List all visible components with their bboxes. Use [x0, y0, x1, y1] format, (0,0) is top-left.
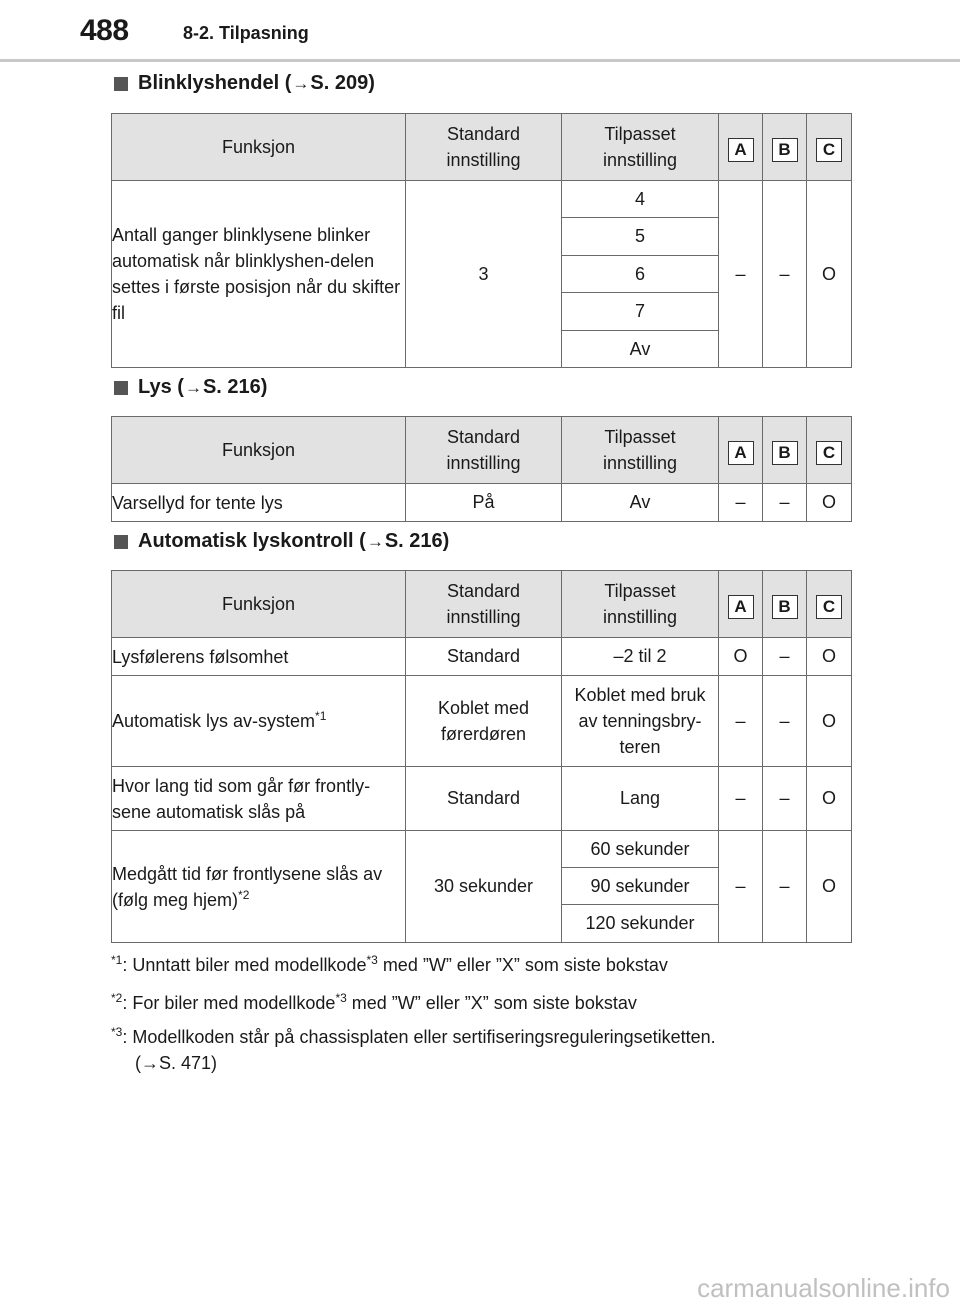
bullet-square-icon [114, 381, 128, 395]
table-cell-default: På [406, 484, 562, 522]
table-cell-a: – [719, 676, 763, 767]
col-header-default: Standard innstilling [406, 571, 562, 638]
col-header-custom: Tilpasset innstilling [562, 571, 719, 638]
table-cell-b: – [763, 181, 807, 368]
table-cell-default: Standard [406, 638, 562, 676]
table-cell-option: 6 [562, 256, 719, 293]
table-cell-c: O [807, 638, 852, 676]
table-cell-b: – [763, 831, 807, 943]
table-lights [111, 416, 852, 522]
table-cell-option: 5 [562, 218, 719, 256]
col-header-function: Funksjon [112, 571, 406, 638]
arrow-right-icon: → [141, 1053, 159, 1073]
table-cell-function: Automatisk lys av-system$^{*1}$ [112, 676, 406, 767]
table-cell-a: O [719, 638, 763, 676]
col-header-default: Standard innstilling [406, 417, 562, 484]
col-header-b: B [763, 417, 807, 484]
table-cell-c: O [807, 484, 852, 522]
table-cell-option: 4 [562, 181, 719, 218]
arrow-right-icon: → [184, 377, 202, 397]
table-cell-option: 90 sekunder [562, 868, 719, 905]
footnote-1: $^{*1}$: Unntatt biler med modellkode$^{*3}$ med ”W” eller ”X” som siste bokstav [111, 953, 668, 975]
col-header-a: A [719, 114, 763, 181]
arrow-right-icon: → [292, 73, 310, 93]
col-header-function: Funksjon [112, 417, 406, 484]
table-cell-c: O [807, 831, 852, 943]
table-cell-option: 60 sekunder [562, 831, 719, 868]
table-cell-c: O [807, 767, 852, 831]
section-heading-turn-signal: Blinklyshendel ( → S. 209) [112, 72, 375, 95]
bullet-square-icon [114, 535, 128, 549]
col-header-c: C [807, 114, 852, 181]
table-cell-default: Standard [406, 767, 562, 831]
col-header-function: Funksjon [112, 114, 406, 181]
table-cell-custom: Av [562, 484, 719, 522]
table-cell-option: 120 sekunder [562, 905, 719, 943]
table-turn-signal [111, 113, 852, 368]
table-cell-default: Koblet med førerdøren [406, 676, 562, 767]
arrow-right-icon: → [366, 531, 384, 551]
table-cell-c: O [807, 181, 852, 368]
table-cell-function: Lysfølerens følsomhet [112, 638, 406, 676]
table-cell-function: Hvor lang tid som går før frontly-sene automatisk slås på [112, 767, 406, 831]
table-cell-custom: –2 til 2 [562, 638, 719, 676]
table-auto-light-control [111, 570, 852, 943]
table-cell-custom: Lang [562, 767, 719, 831]
col-header-a: A [719, 571, 763, 638]
col-header-b: B [763, 571, 807, 638]
table-cell-a: – [719, 484, 763, 522]
footnote-3: $^{*3}$: Modellkoden står på chassisplaten eller sertifiseringsreguleringsetiketten. (→S. 471) [111, 1025, 716, 1073]
table-cell-b: – [763, 767, 807, 831]
table-cell-custom: Koblet med bruk av tenningsbry-teren [562, 676, 719, 767]
bullet-square-icon [114, 77, 128, 91]
chapter-title: 8-2. Tilpasning [183, 23, 309, 43]
section-heading-auto-light-control: Automatisk lyskontroll ( → S. 216) [112, 530, 449, 553]
table-cell-b: – [763, 638, 807, 676]
col-header-a: A [719, 417, 763, 484]
table-cell-b: – [763, 484, 807, 522]
section-heading-lights: Lys ( → S. 216) [112, 376, 267, 399]
header-rule [0, 59, 960, 62]
col-header-custom: Tilpasset innstilling [562, 114, 719, 181]
col-header-c: C [807, 571, 852, 638]
table-cell-c: O [807, 676, 852, 767]
watermark: carmanualsonline.info [697, 1273, 950, 1303]
table-cell-a: – [719, 767, 763, 831]
footnote-2: $^{*2}$: For biler med modellkode$^{*3}$ med ”W” eller ”X” som siste bokstav [111, 991, 637, 1013]
col-header-c: C [807, 417, 852, 484]
table-cell-option: Av [562, 331, 719, 368]
table-cell-a: – [719, 181, 763, 368]
table-cell-a: – [719, 831, 763, 943]
table-cell-option: 7 [562, 293, 719, 331]
col-header-b: B [763, 114, 807, 181]
page-number: 488 [80, 14, 129, 47]
col-header-custom: Tilpasset innstilling [562, 417, 719, 484]
table-cell-function: Varsellyd for tente lys [112, 484, 406, 522]
table-cell-b: – [763, 676, 807, 767]
table-cell-function: Medgått tid før frontlysene slås av (følg meg hjem)$^{*2}$ [112, 831, 406, 943]
table-cell-default: 30 sekunder [406, 831, 562, 943]
table-cell-function: Antall ganger blinklysene blinker automatisk når blinklyshen-delen settes i første posisjon når du skifter fil [112, 181, 406, 368]
col-header-default: Standard innstilling [406, 114, 562, 181]
table-cell-default: 3 [406, 181, 562, 368]
